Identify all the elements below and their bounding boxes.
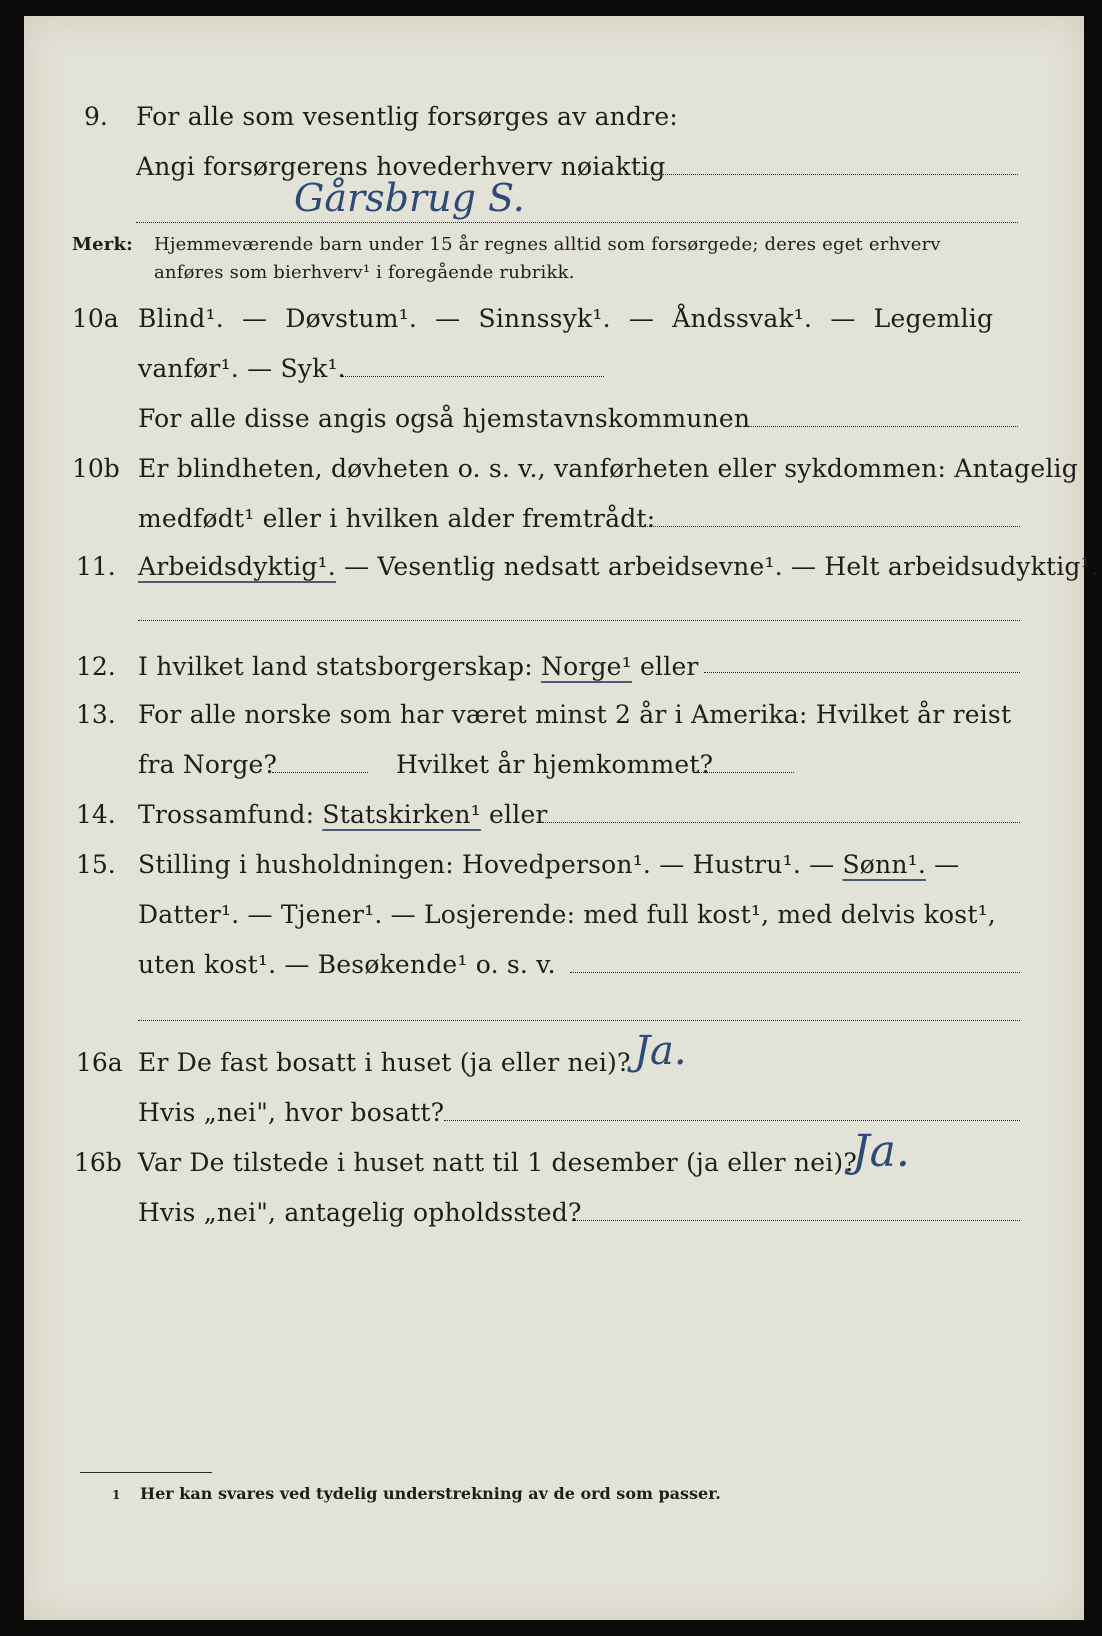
q13-hjemkommet-answer-line <box>698 772 794 773</box>
q16b-answer-line <box>572 1220 1020 1221</box>
q9-answer-line1 <box>636 174 1018 175</box>
q10a-hjemstavn-line <box>736 426 1018 427</box>
q14-option-statskirken: Statskirken¹ <box>322 800 481 829</box>
merk-label: Merk: <box>72 234 133 255</box>
q16a-line1: Er De fast bosatt i huset (ja eller nei)? <box>138 1048 631 1077</box>
q12-option-norge: Norge¹ <box>541 652 632 681</box>
q16a-number: 16a <box>76 1048 123 1077</box>
q11-rest: — Vesentlig nedsatt arbeidsevne¹. — Helt arbeidsudyktig¹. <box>335 552 1099 581</box>
q10b-number: 10b <box>72 454 120 483</box>
q9-question-line1: For alle som vesentlig forsørges av andre: <box>136 102 678 131</box>
q9-answer-line2 <box>136 222 1018 223</box>
q10b-line1: Er blindheten, døvheten o. s. v., vanførheten eller sykdommen: Antagelig <box>138 454 1078 483</box>
census-form-page <box>24 16 1099 1620</box>
merk-line2: anføres som bierhverv¹ i foregående rubrikk. <box>154 262 575 283</box>
q9-handwritten-answer: Gårsbrug S. <box>294 176 525 220</box>
q11-line <box>138 552 1099 581</box>
q16a-line2: Hvis „nei", hvor bosatt? <box>138 1098 445 1127</box>
q12-number: 12. <box>76 652 116 681</box>
q16a-handwritten-answer: Ja. <box>634 1028 687 1074</box>
q15-line1 <box>138 850 959 879</box>
q12-line <box>138 652 699 681</box>
q13-line2a: fra Norge? <box>138 750 278 779</box>
q10a-line1: Blind¹. — Døvstum¹. — Sinnssyk¹. — Åndssvak¹. — Legemlig <box>138 304 994 333</box>
q13-line1: For alle norske som har været minst 2 år i Amerika: Hvilket år reist <box>138 700 1012 729</box>
q13-line2b: Hvilket år hjemkommet? <box>396 750 714 779</box>
q16a-answer-line <box>444 1120 1020 1121</box>
q12-post: eller <box>631 652 699 681</box>
q10b-answer-line <box>634 526 1020 527</box>
q14-number: 14. <box>76 800 116 829</box>
footnote-text: Her kan svares ved tydelig understrekning av de ord som passer. <box>140 1484 721 1503</box>
q14-answer-line <box>540 822 1020 823</box>
q13-reist-answer-line <box>272 772 368 773</box>
q15-answer-line1 <box>570 972 1020 973</box>
q15-line2: Datter¹. — Tjener¹. — Losjerende: med full kost¹, med delvis kost¹, <box>138 900 996 929</box>
q14-line <box>138 800 548 829</box>
q11-number: 11. <box>76 552 116 581</box>
q14-text: Trossamfund: <box>138 800 323 829</box>
q11-answer-line <box>138 620 1020 621</box>
q16b-number: 16b <box>74 1148 122 1177</box>
q14-post: eller <box>480 800 548 829</box>
q16b-line1: Var De tilstede i huset natt til 1 desember (ja eller nei)? <box>138 1148 857 1177</box>
q12-answer-line <box>704 672 1020 673</box>
footnote-rule <box>80 1472 212 1473</box>
q15-option-sonn: Sønn¹. <box>842 850 927 879</box>
q15-line1-post: — <box>926 850 960 879</box>
q10a-syk-answer-line <box>342 376 604 377</box>
q11-option-arbeidsdyktig: Arbeidsdyktig¹. <box>138 552 336 581</box>
q10a-line2: vanfør¹. — Syk¹. <box>138 354 346 383</box>
merk-line1: Hjemmeværende barn under 15 år regnes alltid som forsørgede; deres eget erhverv <box>154 234 941 255</box>
q13-number: 13. <box>76 700 116 729</box>
q10a-number: 10a <box>72 304 119 333</box>
q16b-handwritten-answer: Ja. <box>852 1126 910 1177</box>
q9-question-line2: Angi forsørgerens hovederhverv nøiaktig <box>136 152 666 181</box>
q15-line1-text: Stilling i husholdningen: Hovedperson¹. — Hustru¹. — <box>138 850 843 879</box>
q9-number: 9. <box>84 102 108 131</box>
q12-text: I hvilket land statsborgerskap: <box>138 652 541 681</box>
q16b-line2: Hvis „nei", antagelig opholdssted? <box>138 1198 582 1227</box>
q15-answer-line2 <box>138 1020 1020 1021</box>
q10a-line3: For alle disse angis også hjemstavnskommunen <box>138 404 751 433</box>
footnote-mark: 1 <box>112 1488 121 1502</box>
q15-line3: uten kost¹. — Besøkende¹ o. s. v. <box>138 950 556 979</box>
q15-number: 15. <box>76 850 116 879</box>
q10b-line2: medfødt¹ eller i hvilken alder fremtrådt: <box>138 504 656 533</box>
